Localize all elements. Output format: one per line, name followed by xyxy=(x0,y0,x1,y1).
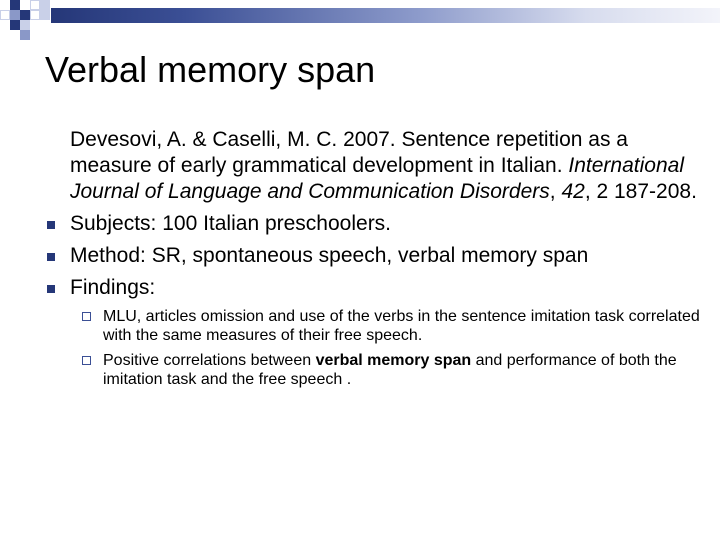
deco-square xyxy=(20,30,30,40)
deco-square xyxy=(0,10,10,20)
citation-pages: , 2 187-208. xyxy=(584,180,697,203)
bullet-method xyxy=(45,243,705,269)
sub-bullet-text-pre: Positive correlations between xyxy=(103,352,316,369)
square-bullet-icon xyxy=(47,253,55,261)
bullet-text: Subjects: 100 Italian preschoolers. xyxy=(70,212,392,235)
deco-square xyxy=(20,10,30,20)
hollow-square-bullet-icon xyxy=(82,312,91,321)
slide-body xyxy=(45,127,705,389)
citation-authors: Devesovi, A. & Caselli, M. C. 2007. Sentence repetition as a measure of early grammatical development in Italian. xyxy=(70,128,628,177)
deco-square xyxy=(10,20,20,30)
square-bullet-icon xyxy=(47,221,55,229)
reference-citation xyxy=(70,127,705,205)
deco-square xyxy=(30,10,40,20)
deco-square xyxy=(10,0,20,10)
hollow-square-bullet-icon xyxy=(82,356,91,365)
deco-square xyxy=(20,20,30,30)
header-gradient-bar xyxy=(51,8,720,23)
deco-square xyxy=(40,0,50,10)
sub-bullet-correlations xyxy=(45,351,705,389)
slide-title: Verbal memory span xyxy=(45,49,376,90)
deco-square xyxy=(10,10,20,20)
bullet-subjects xyxy=(45,211,705,237)
sub-bullet-text: MLU, articles omission and use of the verbs in the sentence imitation task correlated with the same measures of their free speech. xyxy=(103,308,700,344)
sub-bullet-text-post: and performance of both the imitation task and the free speech . xyxy=(103,352,677,388)
deco-square xyxy=(40,10,50,20)
citation-journal: International Journal of Language and Communication Disorders xyxy=(70,154,684,203)
bullet-text: Findings: xyxy=(70,276,156,299)
citation-volume: 42 xyxy=(561,180,585,203)
square-bullet-icon xyxy=(47,285,55,293)
sub-bullet-mlu xyxy=(45,307,705,345)
deco-square xyxy=(30,0,40,10)
sub-bullet-bold: verbal memory span xyxy=(315,352,472,369)
citation-sep: , xyxy=(549,180,562,203)
header-decoration xyxy=(0,0,720,40)
bullet-text: Method: SR, spontaneous speech, verbal memory span xyxy=(70,244,589,267)
bullet-findings xyxy=(45,275,705,301)
